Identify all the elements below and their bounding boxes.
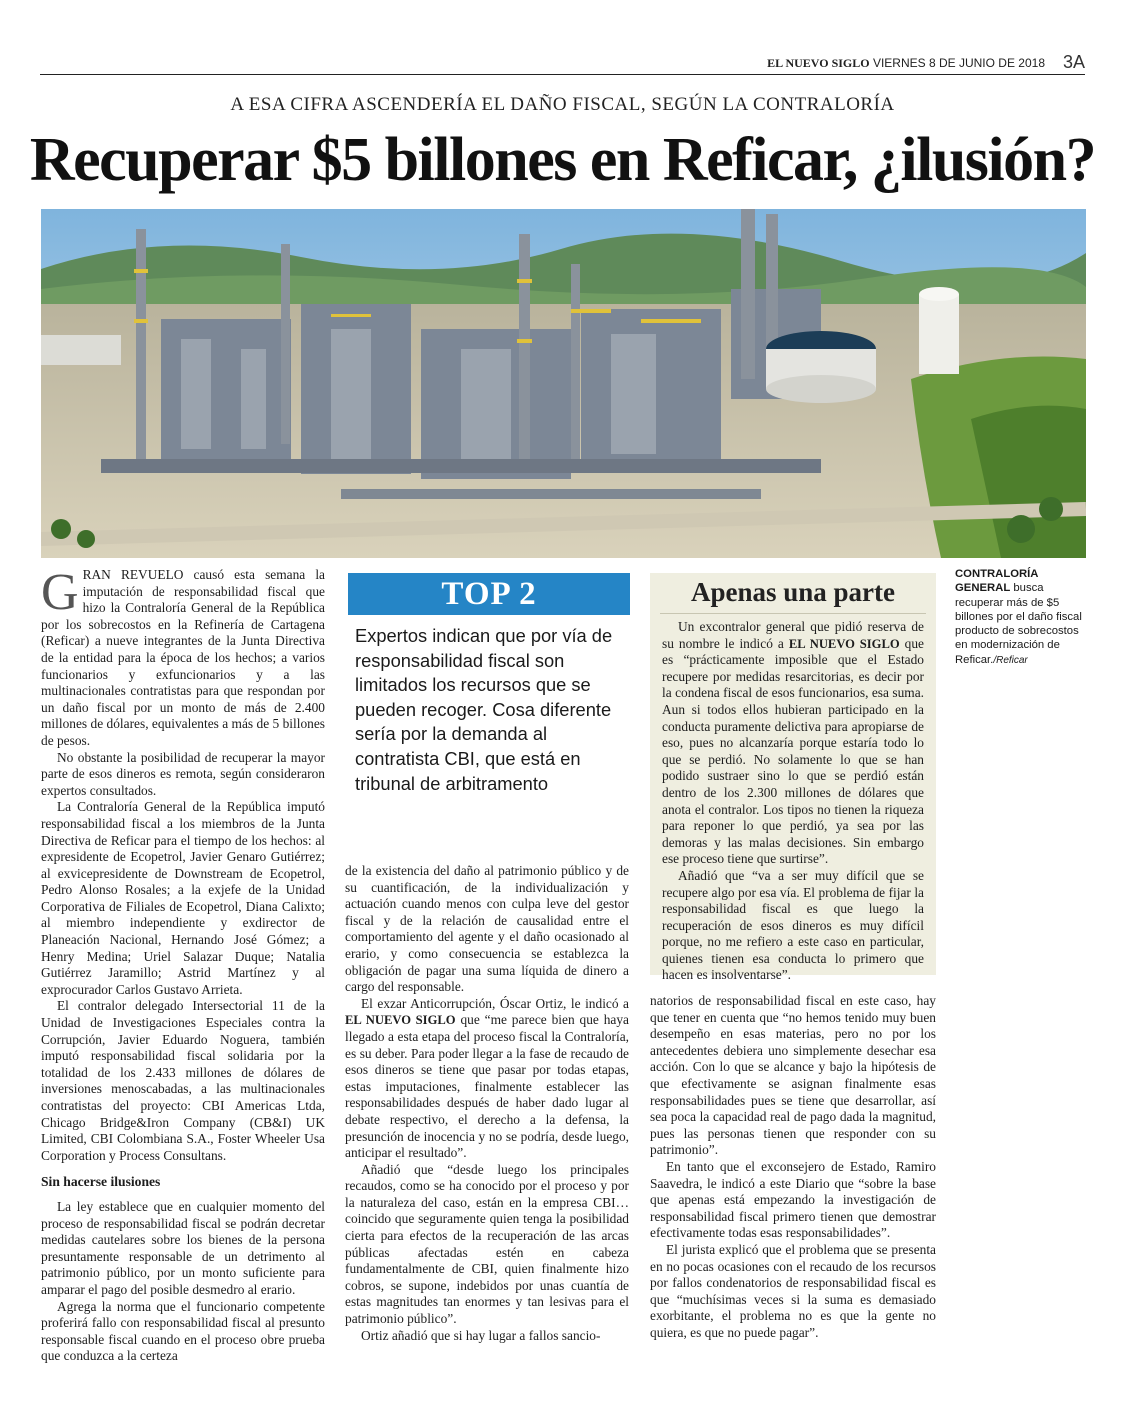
issue-date: VIERNES 8 DE JUNIO DE 2018 [872, 56, 1045, 70]
paragraph: de la existencia del daño al patrimonio público y de su cuantificación, de la individualización y actuación cuando menos con culpa leve del gestor fiscal y de la relación de causalidad entre el comportamiento del agente y el daño ocasionado al erario, y como consecuencia se establezca la obligación de pagar una suma líquida de dinero a cargo del responsable. [345, 863, 629, 995]
top-box-quote: Expertos indican que por vía de responsabilidad fiscal son limitados los recursos que se pueden recoger. Cosa diferente sería por la demanda al contratista CBI, que está en tribunal de arbitramento [355, 625, 613, 794]
page-number: 3A [1062, 52, 1085, 72]
paragraph: Añadió que “va a ser muy difícil que se recupere algo por esa vía. El problema de fijar la responsabilidad fiscal es que luego la recuperación de esos dineros es muy difícil porque, no me refiero a este caso en particular, quienes tienen esa conducta lo primero que hacen es insolventarse”. [662, 867, 924, 983]
caption-lead: CONTRALORÍA [955, 568, 1039, 580]
photo-caption [955, 567, 1085, 668]
paragraph: En tanto que el exconsejero de Estado, Ramiro Saavedra, le indicó a este Diario que “sobre la base que apenas está empezando la investigación de responsabilidad fiscal primero tienen que demostrar efectivamente todas esas responsabilidades”. [650, 1158, 936, 1241]
sidebar-rule [660, 613, 926, 614]
paragraph: No obstante la posibilidad de recuperar la mayor parte de esos dineros es remota, según consideraron expertos consultados. [41, 749, 325, 798]
paragraph: La Contraloría General de la República imputó responsabilidad fiscal a los miembros de la Junta Directiva de Reficar para el tiempo de los hechos: al expresidente de Ecopetrol, Javier Genaro Gutiérrez; al exvicepresidente de Downstream de Ecopetrol, Pedro Alonso Rosales; a la exjefe de la Unidad Corporativa de Filiales de Ecopetrol, Diana Calixto; al miembro independiente y exdirector de Planeación Nacional, Hernando José Gómez; a Henry Medina; Uriel Salazar Duque; Natalia Gutiérrez Jaramillo; Astrid Martínez y al exprocurador Carlos Gustavo Arrieta. [41, 799, 325, 997]
paragraph: Agrega la norma que el funcionario competente proferirá fallo con responsabilidad fiscal al presunto responsable fiscal cuando en el proceso obre prueba que conduzca a la certeza [41, 1298, 325, 1364]
masthead-info [767, 56, 1045, 71]
sidebar-box [650, 573, 936, 983]
paragraph: El contralor delegado Intersectorial 11 de la Unidad de Investigaciones Especiales contra la Corrupción, Javier Eduardo Noguera, también imputó responsabilidad fiscal solidaria por la totalidad de los 2.433 millones de dólares de inversiones menoscabadas, a las multinacionales contratistas del proyecto: CBI Americas Ltda, Chicago Bridge&Iron Company (CB&I) UK Limited, CBI Colombiana S.A., Foster Wheeler Usa Corporation y Process Consultans. [41, 998, 325, 1163]
photo-credit: /Reficar [993, 654, 1028, 666]
sidebar-body [662, 619, 924, 984]
paragraph: natorios de responsabilidad fiscal en este caso, hay que tener en cuenta que “no hemos tenido muy buen desempeño en esas materias, pero no por los antecedentes debiera uno simplemente desechar esa acción. Con lo que se alcance y bajo la hipótesis de que efectivamente se asignan finalmente esas responsabilidades pues se tiene que desarrollar, así sea poca la capacidad real de pago dada la magnitud, pues las personas tienen que responder con su patrimonio”. [650, 993, 936, 1158]
lead-paragraph [41, 564, 325, 750]
headline: Recuperar $5 billones en Reficar, ¿ilusión? [29, 126, 1096, 194]
drop-cap: G [41, 564, 79, 621]
caption-text: recuperar más de $5 billones por el daño fiscal producto de sobrecostos en modernización de Reficar. [955, 596, 1082, 666]
refinery-photo [41, 209, 1086, 558]
column-3 [650, 993, 936, 1341]
paragraph: Añadió que “desde luego los principales recaudos, como se ha conocido por el proceso y por la naturaleza del caso, están en la empresa CBI…coincido que seguramente quien tenga la posibilidad cierta para efectos de la recuperación de las arcas públicas afectadas estén en cabeza fundamentalmente de CBI, quien finalmente hizo cobros, se supone, indebidos por unas cuantía de estas magnitudes tan enormes y tan lesivas para el patrimonio público”. [345, 1161, 629, 1327]
caption-text: busca [1013, 582, 1044, 595]
top-box-label: TOP 2 [348, 573, 630, 615]
column-1 [41, 564, 325, 1365]
caption-lead: GENERAL [955, 582, 1011, 595]
column-2 [345, 863, 629, 1344]
paragraph [662, 619, 924, 868]
masthead-rule [40, 74, 1085, 75]
paragraph-text: que “me parece bien que haya llegado a esta etapa del proceso fiscal la Contraloría, es su deber. Para poder llegar a la fase de recaudo de esos dineros se tiene que pasar por todas etapas, estas imputaciones, finalmente establecer las responsabilidades después de haber dado lugar al debate respectivo, el derecho a la defensa, la presunción de inocencia y no se podría, desde luego, anticipar el resultado”. [345, 1012, 629, 1161]
paragraph-text: El exzar Anticorrupción, Óscar Ortiz, le indicó a [361, 995, 629, 1011]
paragraph: Ortiz añadió que si hay lugar a fallos sancio- [361, 1327, 601, 1343]
paragraph: La ley establece que en cualquier momento del proceso de responsabilidad fiscal se podrán decretar medidas cautelares sobre los bienes de la persona presuntamente responsable de un detrimento al patrimonio público, por un monto suficiente para amparar el pago del posible desmedro al erario. [41, 1198, 325, 1297]
lead-words: RAN REVUELO [82, 567, 184, 582]
subheading: Sin hacerse ilusiones [41, 1174, 161, 1190]
paragraph-text: Un excontralor general que pidió reserva de su nombre le indicó a [662, 619, 924, 651]
newspaper-name: EL NUEVO SIGLO [767, 56, 870, 70]
sidebar-title: Apenas una parte [690, 577, 896, 607]
paragraph: El jurista explicó que el problema que se presenta en no pocas ocasiones con el recaudo de los recursos por fallos condenatorios de responsabilidad fiscal es que “muchísimas veces si la suma es demasiado exorbitante, el problema no es que la gente no quiera, es que no puede pagar”. [650, 1241, 936, 1340]
paragraph-text: que es “prácticamente imposible que el Estado recupere por medidas resarcitorias, es decir por la condena fiscal de esos funcionarios, esa suma. Aun si todos ellos hubieran participado en la conducta puramente delictiva para apropiarse de eso, pues no alcanzaría porque estaría todo lo que se perdió. No solamente lo que se han podido sustraer sino lo que se perdió están dentro de los 2.300 millones de dólares que anota el contralor. Los tipos no tienen la riqueza para reponer lo que perdió, ya sea por las demoras y las malas decisiones. Sin embargo ese proceso tiene que surtirse”. [662, 635, 924, 867]
newspaper-mention: EL NUEVO SIGLO [788, 636, 900, 651]
masthead [0, 52, 1125, 76]
paragraph [345, 996, 629, 1162]
paragraph-text: causó esta semana la imputación de responsabilidad fiscal que hizo la Contraloría General de la República por los sobrecostos en la Refinería de Cartagena (Reficar) a nueve integrantes de la Junta Directiva de la entidad para la época de los hechos; a varios funcionarios y exfuncionarios y a las multinacionales contratistas para que respondan por un daño fiscal por un monto de más de 2.400 millones de dólares, equivalentes a más de 5 billones de pesos. [41, 567, 325, 748]
newspaper-mention: EL NUEVO SIGLO [345, 1013, 456, 1028]
kicker: A ESA CIFRA ASCENDERÍA EL DAÑO FISCAL, SEGÚN LA CONTRALORÍA [230, 94, 895, 115]
